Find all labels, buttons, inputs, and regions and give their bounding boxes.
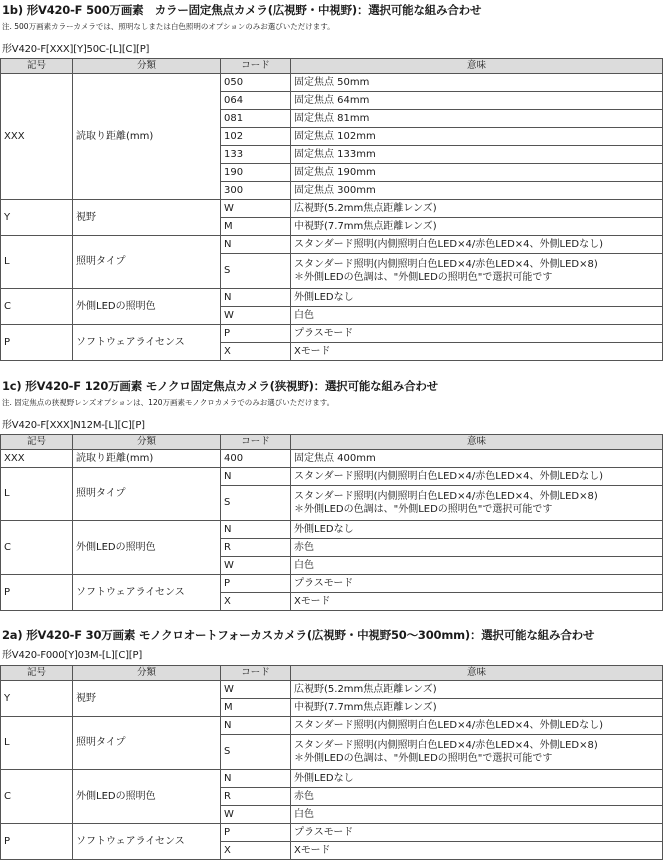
table-row bbox=[1, 521, 663, 539]
category-cell: ソフトウェアライセンス bbox=[73, 575, 221, 611]
code-cell: Y bbox=[1, 200, 73, 236]
table-row bbox=[1, 468, 663, 486]
header-code: 記号 bbox=[1, 435, 73, 450]
meaning-note-line: ＊外側LEDの色調は、"外側LEDの照明色"で選択可能です bbox=[294, 753, 553, 764]
value-cell: 190 bbox=[221, 164, 291, 182]
value-cell: X bbox=[221, 842, 291, 860]
value-cell: N bbox=[221, 521, 291, 539]
header-meaning: 意味 bbox=[291, 59, 663, 74]
meaning-cell: Xモード bbox=[291, 343, 663, 361]
meaning-cell: 固定焦点 50mm bbox=[291, 74, 663, 92]
section-1c-model: 形V420-F[XXX]N12M-[L][C][P] bbox=[2, 420, 145, 431]
meaning-cell: 中視野(7.7mm焦点距離レンズ) bbox=[291, 699, 663, 717]
category-cell: 外側LEDの照明色 bbox=[73, 289, 221, 325]
header-code: 記号 bbox=[1, 666, 73, 681]
meaning-cell: 固定焦点 81mm bbox=[291, 110, 663, 128]
value-cell: N bbox=[221, 717, 291, 735]
value-cell: N bbox=[221, 236, 291, 254]
header-meaning: 意味 bbox=[291, 666, 663, 681]
meaning-cell: 広視野(5.2mm焦点距離レンズ) bbox=[291, 200, 663, 218]
value-cell: 064 bbox=[221, 92, 291, 110]
value-cell: W bbox=[221, 806, 291, 824]
meaning-line: スタンダード照明(内側照明白色LED×4/赤色LED×4、外側LED×8) bbox=[294, 491, 598, 502]
meaning-cell: 白色 bbox=[291, 806, 663, 824]
section-1b-model: 形V420-F[XXX][Y]50C-[L][C][P] bbox=[2, 44, 150, 55]
category-cell: 視野 bbox=[73, 200, 221, 236]
code-cell: C bbox=[1, 521, 73, 575]
value-cell: W bbox=[221, 681, 291, 699]
table-header-row bbox=[1, 59, 663, 74]
meaning-note-line: ＊外側LEDの色調は、"外側LEDの照明色"で選択可能です bbox=[294, 504, 553, 515]
value-cell: 081 bbox=[221, 110, 291, 128]
table-header-row bbox=[1, 435, 663, 450]
header-category: 分類 bbox=[73, 666, 221, 681]
category-cell: 照明タイプ bbox=[73, 468, 221, 521]
section-1b-table bbox=[0, 58, 663, 361]
code-cell: P bbox=[1, 325, 73, 361]
header-value-code: コード bbox=[221, 59, 291, 74]
code-cell: L bbox=[1, 468, 73, 521]
meaning-cell: プラスモード bbox=[291, 325, 663, 343]
code-cell: P bbox=[1, 575, 73, 611]
section-1c-table bbox=[0, 434, 663, 611]
meaning-cell: プラスモード bbox=[291, 575, 663, 593]
header-meaning: 意味 bbox=[291, 435, 663, 450]
category-cell: ソフトウェアライセンス bbox=[73, 824, 221, 860]
section-1c-title: 1c) 形V420-F 120万画素 モノクロ固定焦点カメラ(狭視野)：選択可能な組み合わせ bbox=[2, 379, 438, 393]
category-cell: ソフトウェアライセンス bbox=[73, 325, 221, 361]
meaning-cell: 外側LEDなし bbox=[291, 289, 663, 307]
code-cell: L bbox=[1, 717, 73, 770]
meaning-cell: 固定焦点 133mm bbox=[291, 146, 663, 164]
value-cell: W bbox=[221, 307, 291, 325]
table-row bbox=[1, 575, 663, 593]
code-cell: L bbox=[1, 236, 73, 289]
meaning-cell: スタンダード照明(内側照明白色LED×4/赤色LED×4、外側LEDなし) bbox=[291, 236, 663, 254]
value-cell: N bbox=[221, 468, 291, 486]
value-cell: M bbox=[221, 218, 291, 236]
meaning-cell: Xモード bbox=[291, 842, 663, 860]
code-cell: Y bbox=[1, 681, 73, 717]
value-cell: R bbox=[221, 788, 291, 806]
meaning-cell bbox=[291, 486, 663, 521]
meaning-cell: 固定焦点 190mm bbox=[291, 164, 663, 182]
table-row bbox=[1, 450, 663, 468]
table-row bbox=[1, 289, 663, 307]
meaning-cell: 広視野(5.2mm焦点距離レンズ) bbox=[291, 681, 663, 699]
meaning-cell: 固定焦点 102mm bbox=[291, 128, 663, 146]
header-value-code: コード bbox=[221, 435, 291, 450]
value-cell: N bbox=[221, 770, 291, 788]
value-cell: P bbox=[221, 325, 291, 343]
table-header-row bbox=[1, 666, 663, 681]
meaning-cell: 赤色 bbox=[291, 788, 663, 806]
code-cell: XXX bbox=[1, 74, 73, 200]
value-cell: 050 bbox=[221, 74, 291, 92]
meaning-note-line: ＊外側LEDの色調は、"外側LEDの照明色"で選択可能です bbox=[294, 272, 553, 283]
category-cell: 読取り距離(mm) bbox=[73, 450, 221, 468]
meaning-cell: 中視野(7.7mm焦点距離レンズ) bbox=[291, 218, 663, 236]
category-cell: 外側LEDの照明色 bbox=[73, 770, 221, 824]
header-category: 分類 bbox=[73, 59, 221, 74]
category-cell: 読取り距離(mm) bbox=[73, 74, 221, 200]
table-row bbox=[1, 236, 663, 254]
value-cell: P bbox=[221, 575, 291, 593]
value-cell: W bbox=[221, 200, 291, 218]
value-cell: 300 bbox=[221, 182, 291, 200]
meaning-cell: 白色 bbox=[291, 307, 663, 325]
table-row bbox=[1, 325, 663, 343]
meaning-cell bbox=[291, 735, 663, 770]
meaning-cell: スタンダード照明(内側照明白色LED×4/赤色LED×4、外側LEDなし) bbox=[291, 468, 663, 486]
table-row bbox=[1, 770, 663, 788]
meaning-line: スタンダード照明(内側照明白色LED×4/赤色LED×4、外側LED×8) bbox=[294, 740, 598, 751]
value-cell: S bbox=[221, 254, 291, 289]
code-cell: C bbox=[1, 770, 73, 824]
section-2a-table bbox=[0, 665, 663, 860]
meaning-line: スタンダード照明(内側照明白色LED×4/赤色LED×4、外側LED×8) bbox=[294, 259, 598, 270]
code-cell: XXX bbox=[1, 450, 73, 468]
value-cell: N bbox=[221, 289, 291, 307]
value-cell: S bbox=[221, 735, 291, 770]
value-cell: 102 bbox=[221, 128, 291, 146]
meaning-cell: Xモード bbox=[291, 593, 663, 611]
category-cell: 照明タイプ bbox=[73, 236, 221, 289]
value-cell: 400 bbox=[221, 450, 291, 468]
meaning-cell: 固定焦点 300mm bbox=[291, 182, 663, 200]
section-2a-title: 2a) 形V420-F 30万画素 モノクロオートフォーカスカメラ(広視野・中視野50～300mm)：選択可能な組み合わせ bbox=[2, 628, 595, 642]
table-row bbox=[1, 681, 663, 699]
meaning-cell bbox=[291, 254, 663, 289]
header-code: 記号 bbox=[1, 59, 73, 74]
meaning-cell: 赤色 bbox=[291, 539, 663, 557]
section-1b-note: 注. 500万画素カラーカメラでは、照明なしまたは白色照明のオプションのみお選びいただけます。 bbox=[2, 22, 335, 31]
section-1c-note: 注. 固定焦点の狭視野レンズオプションは、120万画素モノクロカメラでのみお選びいただけます。 bbox=[2, 398, 335, 407]
meaning-cell: 外側LEDなし bbox=[291, 770, 663, 788]
category-cell: 視野 bbox=[73, 681, 221, 717]
category-cell: 照明タイプ bbox=[73, 717, 221, 770]
table-row bbox=[1, 200, 663, 218]
value-cell: M bbox=[221, 699, 291, 717]
meaning-cell: 固定焦点 64mm bbox=[291, 92, 663, 110]
table-row bbox=[1, 717, 663, 735]
meaning-cell: 固定焦点 400mm bbox=[291, 450, 663, 468]
table-row bbox=[1, 74, 663, 92]
table-row bbox=[1, 824, 663, 842]
code-cell: P bbox=[1, 824, 73, 860]
value-cell: 133 bbox=[221, 146, 291, 164]
section-1b-title: 1b) 形V420-F 500万画素 カラー固定焦点カメラ(広視野・中視野)：選択可能な組み合わせ bbox=[2, 3, 482, 17]
meaning-cell: スタンダード照明(内側照明白色LED×4/赤色LED×4、外側LEDなし) bbox=[291, 717, 663, 735]
value-cell: P bbox=[221, 824, 291, 842]
value-cell: S bbox=[221, 486, 291, 521]
value-cell: X bbox=[221, 593, 291, 611]
value-cell: X bbox=[221, 343, 291, 361]
meaning-cell: 外側LEDなし bbox=[291, 521, 663, 539]
code-cell: C bbox=[1, 289, 73, 325]
meaning-cell: 白色 bbox=[291, 557, 663, 575]
category-cell: 外側LEDの照明色 bbox=[73, 521, 221, 575]
section-2a-model: 形V420-F000[Y]03M-[L][C][P] bbox=[2, 650, 143, 661]
value-cell: R bbox=[221, 539, 291, 557]
header-value-code: コード bbox=[221, 666, 291, 681]
meaning-cell: プラスモード bbox=[291, 824, 663, 842]
value-cell: W bbox=[221, 557, 291, 575]
header-category: 分類 bbox=[73, 435, 221, 450]
